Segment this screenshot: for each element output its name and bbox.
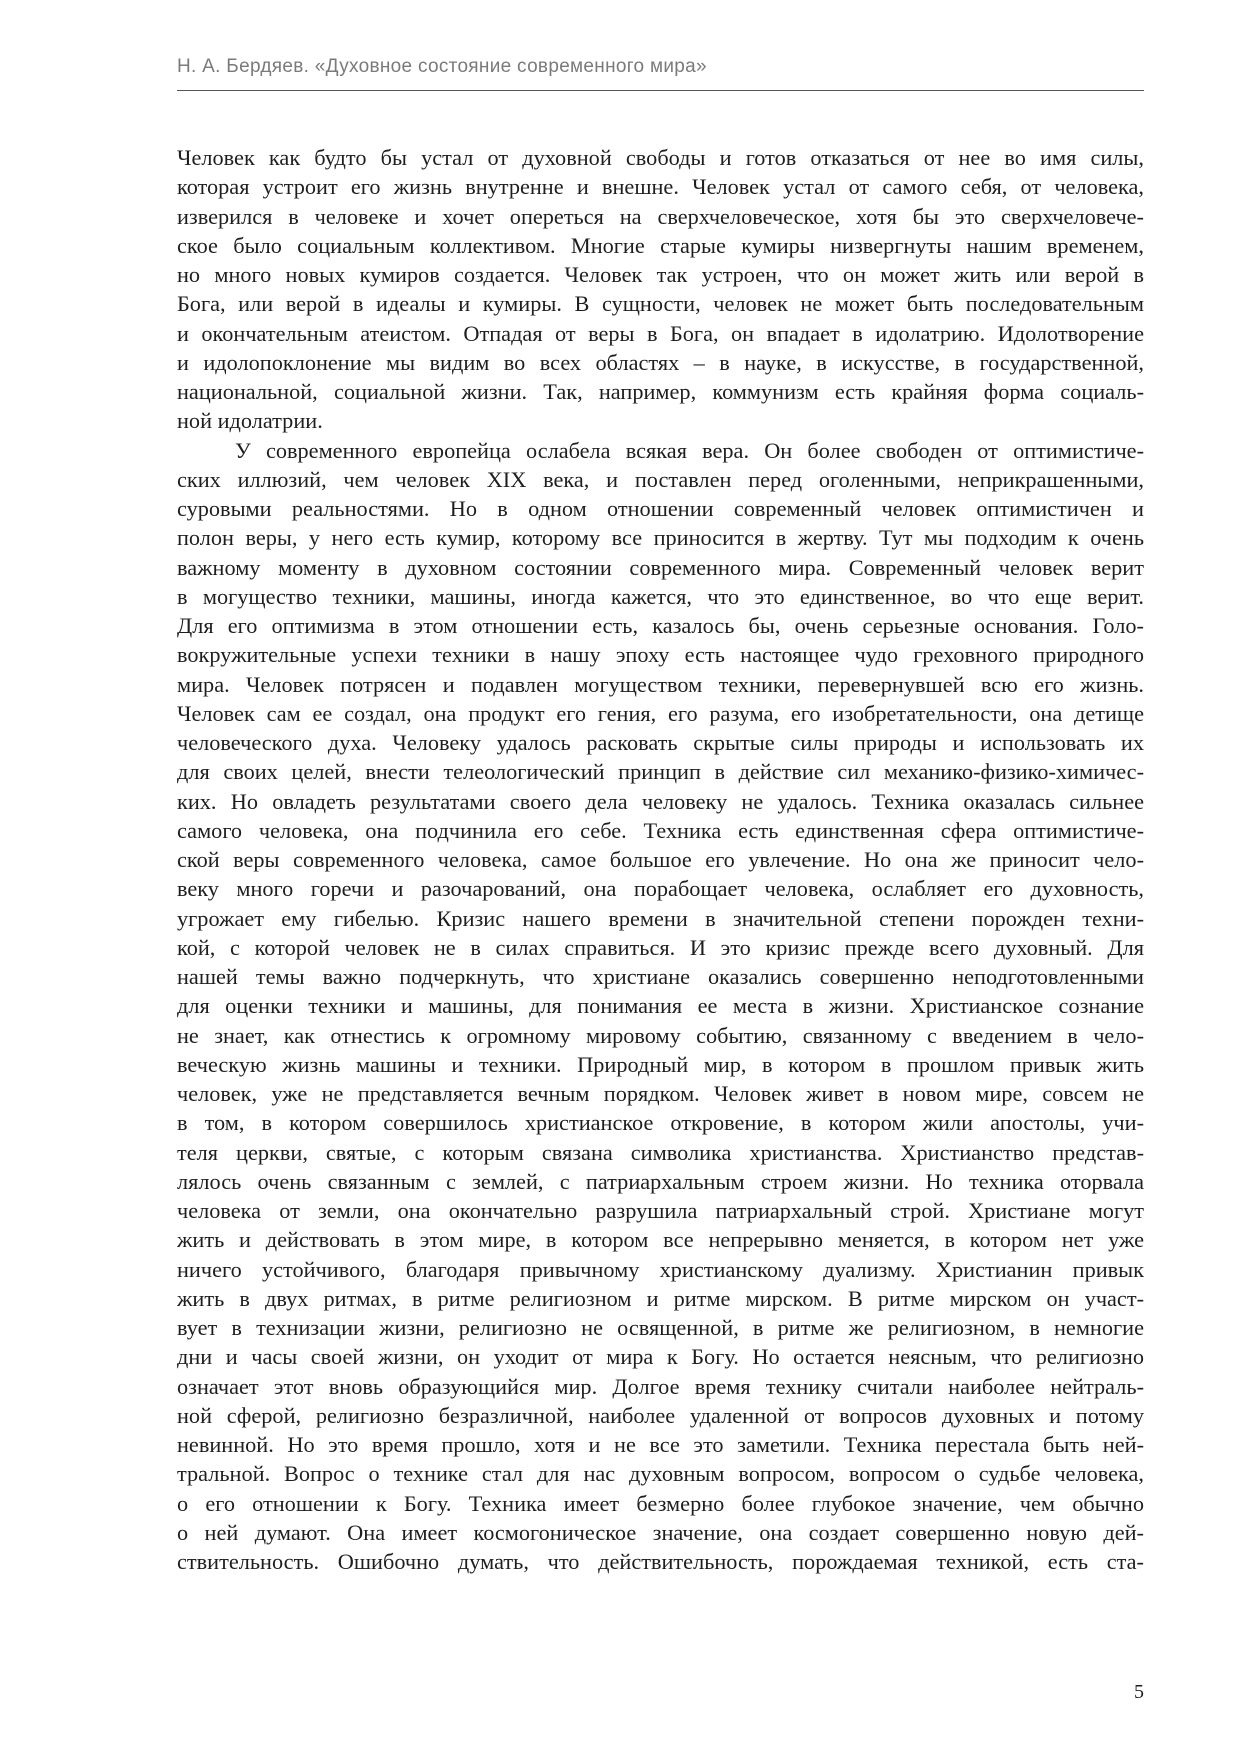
text-line: вокружительные успехи техники в нашу эпоху есть настоящее чудо греховного природного [177,642,1144,668]
text-line: национальной, социальной жизни. Так, например, коммунизм есть крайняя форма социаль- [177,379,1144,404]
text-line: вует в технизации жизни, религиозно не освященной, в ритме же религиозном, в немногие [177,1315,1144,1340]
text-line: дни и часы своей жизни, он уходит от мира к Богу. Но остается неясным, что религиозно [177,1344,1144,1370]
body-text [177,143,1144,1576]
text-line: означает этот вновь образующийся мир. Долгое время технику считали наиболее нейтраль- [177,1373,1144,1399]
text-line: ной сферой, религиозно безразличной, наиболее удаленной от вопросов духовных и потому [177,1402,1144,1428]
text-line: для оценки техники и машины, для понимания ее места в жизни. Христианское сознание [177,993,1144,1019]
header-rule [177,90,1144,91]
text-line: суровыми реальностями. Но в одном отношении современный человек оптимистичен и [177,496,1144,521]
text-line: ской веры современного человека, самое большое его увлечение. Но она же приносит чело- [177,847,1144,872]
text-line: о его отношении к Богу. Техника имеет безмерно более глубокое значение, чем обычно [177,1490,1144,1516]
text-line: человек, уже не представляется вечным порядком. Человек живет в новом мире, совсем не [177,1081,1144,1106]
text-line: Человек сам ее создал, она продукт его гения, его разума, его изобретательности, она детище [177,700,1144,726]
text-line: угрожает ему гибелью. Кризис нашего времени в значительной степени порожден техни- [177,905,1144,931]
text-line: человеческого духа. Человеку удалось расковать скрытые силы природы и использовать их [177,730,1144,755]
text-line: У современного европейца ослабела всякая вера. Он более свободен от оптимистиче- [235,437,1144,463]
text-line: тральной. Вопрос о технике стал для нас духовным вопросом, вопросом о судьбе человека, [177,1461,1144,1487]
text-line: о ней думают. Она имеет космогоническое значение, она создает совершенно новую дей- [177,1519,1144,1545]
text-line: человека от земли, она окончательно разрушила патриархальный строй. Христиане могут [177,1198,1144,1223]
text-line: веку много горечи и разочарований, она порабощает человека, ослабляет его духовность, [177,876,1144,902]
text-line: которая устроит его жизнь внутренне и внешне. Человек устал от самого себя, от человека, [177,174,1144,200]
text-line: в том, в котором совершилось христианское откровение, в котором жили апостолы, учи- [177,1110,1144,1136]
text-line: теля церкви, святые, с которым связана символика христианства. Христианство представ- [177,1139,1144,1165]
text-line: жить в двух ритмах, в ритме религиозном и ритме мирском. В ритме мирском он участ- [177,1285,1144,1311]
text-line: и окончательным атеистом. Отпадая от веры в Бога, он впадает в идолатрию. Идолотворение [177,320,1144,346]
text-line: самого человека, она подчинила его себе. Техника есть единственная сфера оптимистиче- [177,817,1144,843]
text-line: жить и действовать в этом мире, в котором все непрерывно меняется, в котором нет уже [177,1227,1144,1253]
text-line: ничего устойчивого, благодаря привычному христианскому дуализму. Христианин привык [177,1256,1144,1282]
text-line: ствительность. Ошибочно думать, что действительность, порождаемая техникой, есть ста- [177,1549,1144,1574]
running-head: Н. А. Бердяев. «Духовное состояние современного мира» [177,56,707,77]
text-line: но много новых кумиров создается. Человек так устроен, что он может жить или верой в [177,262,1144,287]
text-line: ких. Но овладеть результатами своего дела человеку не удалось. Техника оказалась сильнее [177,788,1144,814]
text-line: лялось очень связанным с землей, с патриархальным строем жизни. Но техника оторвала [177,1168,1144,1194]
text-line: не знает, как отнестись к огромному мировому событию, связанному с введением в чело- [177,1022,1144,1048]
text-line: ских иллюзий, чем человек XIX века, и поставлен перед оголенными, неприкрашенными, [177,466,1144,492]
text-line: кой, с которой человек не в силах справиться. И это кризис прежде всего духовный. Для [177,934,1144,960]
text-line: полон веры, у него есть кумир, которому все приносится в жертву. Тут мы подходим к очень [177,525,1144,551]
text-line: важному моменту в духовном состоянии современного мира. Современный человек верит [177,554,1144,580]
text-line: веческую жизнь машины и техники. Природный мир, в котором в прошлом привык жить [177,1051,1144,1077]
text-line: Человек как будто бы устал от духовной свободы и готов отказаться от нее во имя силы, [177,145,1144,170]
text-line: Для его оптимизма в этом отношении есть, казалось бы, очень серьезные основания. Голо- [177,613,1144,638]
text-line: и идолопоклонение мы видим во всех областях – в науке, в искусстве, в государственной, [177,349,1144,375]
text-line: ское было социальным коллективом. Многие старые кумиры низвергнуты нашим временем, [177,232,1144,258]
text-line: нашей темы важно подчеркнуть, что христиане оказались совершенно неподготовленными [177,964,1144,989]
text-line: изверился в человеке и хочет опереться на сверхчеловеческое, хотя бы это сверхчеловече- [177,203,1144,229]
page-number: 5 [1134,1681,1144,1703]
text-line: Бога, или верой в идеалы и кумиры. В сущности, человек не может быть последовательным [177,291,1144,317]
text-line: мира. Человек потрясен и подавлен могуществом техники, перевернувшей всю его жизнь. [177,671,1144,697]
text-line: невинной. Но это время прошло, хотя и не все это заметили. Техника перестала быть ней- [177,1432,1144,1457]
text-line: в могущество техники, машины, иногда кажется, что это единственное, во что еще верит. [177,583,1144,609]
text-line: ной идолатрии. [177,408,323,434]
text-line: для своих целей, внести телеологический принцип в действие сил механико-физико-химичес- [177,759,1144,785]
